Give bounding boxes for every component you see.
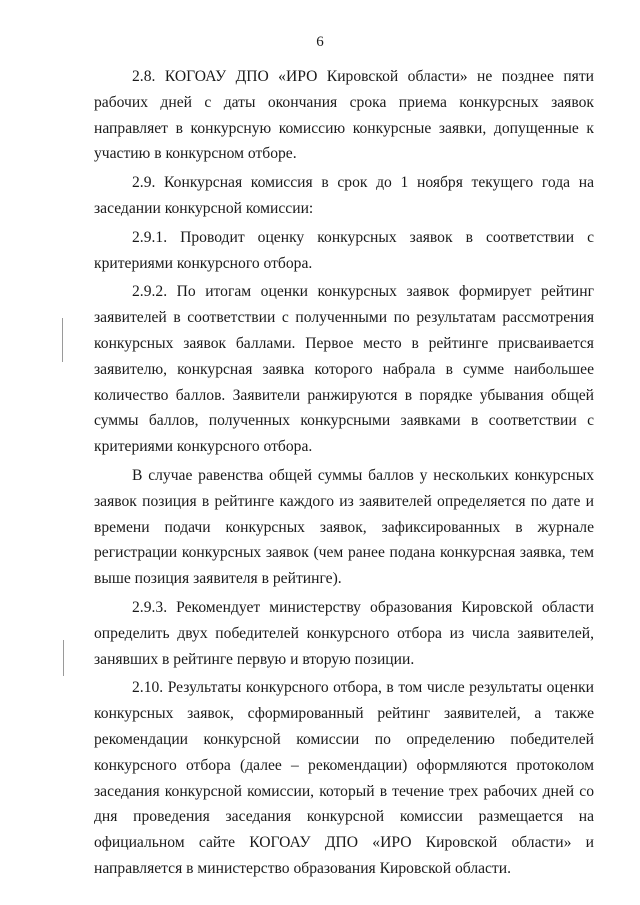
scan-artifact-mark [63,640,64,676]
paragraph-tie-rule: В случае равенства общей суммы баллов у нескольких конкурсных заявок позиция в рейтинге каждого из заявителей определяется по дате и времени подачи конкурсных заявок, зафиксированных в журнале регистрации конкурсных заявок (чем ранее подана конкурсная заявка, тем выше позиция заявителя в рейтинге). [94,466,594,588]
document-body [94,64,594,885]
paragraph-2-8: 2.8. КОГОАУ ДПО «ИРО Кировской области» не позднее пяти рабочих дней с даты окончания срока приема конкурсных заявок направляет в конкурсную комиссию конкурсные заявки, допущенные к участию в конкурсном отборе. [94,68,594,163]
paragraph-2-9-1: 2.9.1. Проводит оценку конкурсных заявок в соответствии с критериями конкурсного отбора. [94,228,594,272]
paragraph-2-9-2: 2.9.2. По итогам оценки конкурсных заявок формирует рейтинг заявителей в соответствии с полученными по результатам рассмотрения конкурсных заявок баллами. Первое место в рейтинге присваивается заявителю, конкурсная заявка которого набрала в сумме наибольшее количество баллов. Заявители ранжируются в порядке убывания общей суммы баллов, полученных конкурсными заявками в соответствии с критериями конкурсного отбора. [94,283,594,456]
paragraph-2-9-3: 2.9.3. Рекомендует министерству образования Кировской области определить двух победителей конкурсного отбора из числа заявителей, занявших в рейтинге первую и вторую позиции. [94,598,594,668]
paragraph-2-10: 2.10. Результаты конкурсного отбора, в том числе результаты оценки конкурсных заявок, сформированный рейтинг заявителей, а также рекомендации конкурсной комиссии по определению победителей конкурсного отбора (далее – рекомендации) оформляются протоколом заседания конкурсной комиссии, который в течение трех рабочих дней со дня проведения заседания конкурсной комиссии размещается на официальном сайте КОГОАУ ДПО «ИРО Кировской области» и направляется в министерство образования Кировской области. [94,679,594,877]
paragraph-2-9: 2.9. Конкурсная комиссия в срок до 1 ноября текущего года на заседании конкурсной комиссии: [94,174,594,217]
scan-artifact-mark [62,318,63,362]
page-number: 6 [316,34,324,50]
